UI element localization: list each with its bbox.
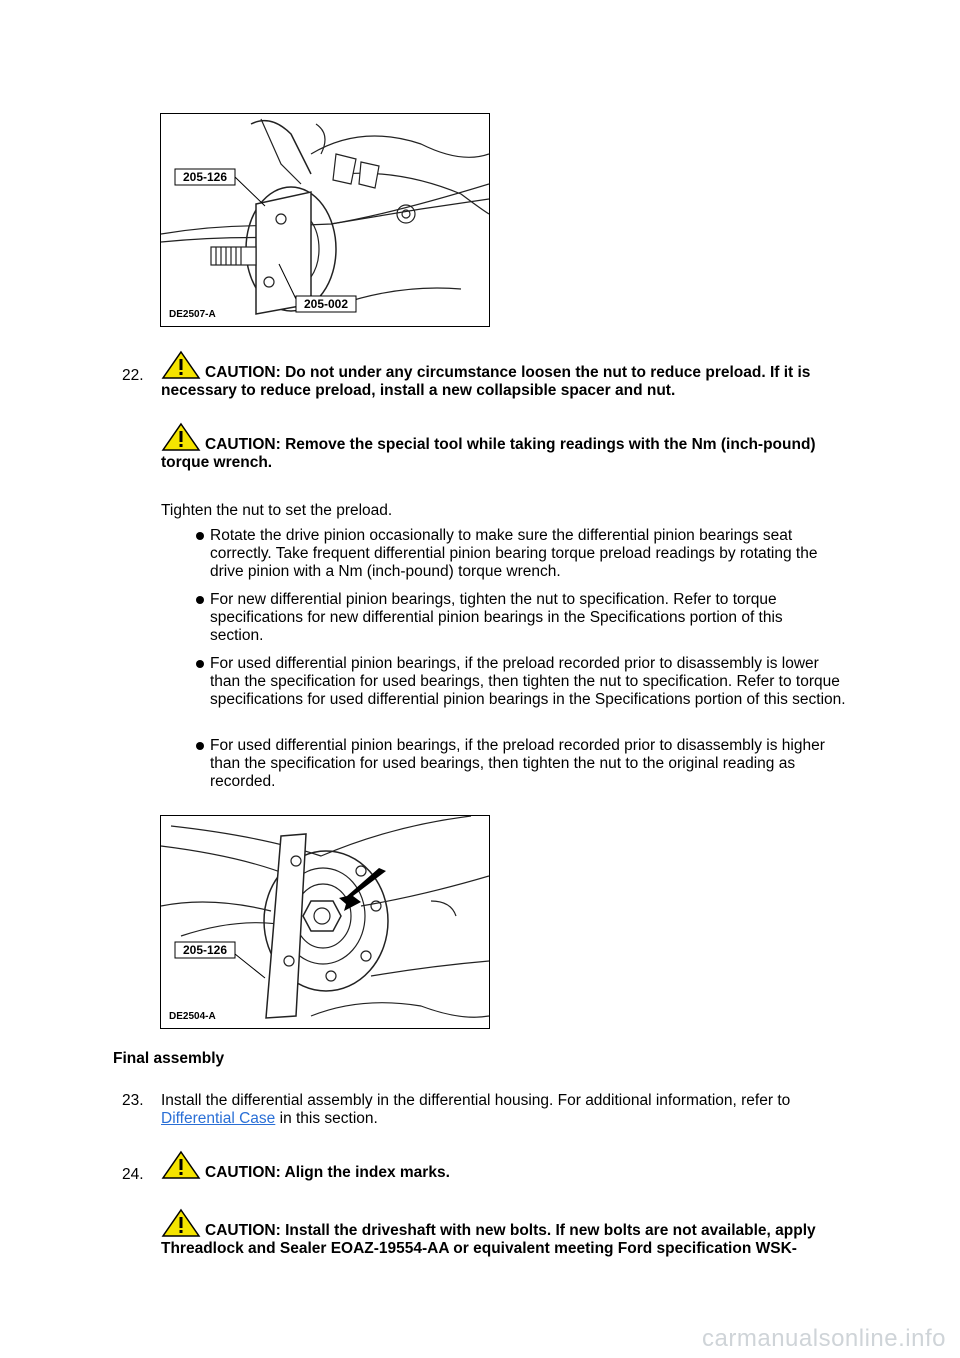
caution-text: CAUTION: Install the driveshaft with new bolts. If new bolts are not available, apply Threadlock and Sealer EOAZ-19554-AA or equivalent meeting Ford specification WSK- (161, 1222, 816, 1257)
caution-text: CAUTION: Remove the special tool while taking readings with the Nm (inch-pound) torque wrench. (161, 436, 816, 471)
instruction-text: Tighten the nut to set the preload. (161, 502, 393, 519)
bullet-dot (196, 532, 204, 540)
figure-pinion-flange-holder (160, 113, 490, 327)
caution-note (161, 1208, 851, 1258)
bullet-dot (196, 660, 204, 668)
callout-label-a: 205-126 (182, 170, 228, 184)
illustration-205-126 (161, 816, 489, 1028)
step-text-after: in this section. (279, 1110, 378, 1127)
step-number: 22. (122, 367, 144, 384)
bullet-dot (196, 742, 204, 750)
bullet-text: Rotate the drive pinion occasionally to make sure the differential pinion bearings seat correctly. Take frequent differential pinion bearing torque preload readings by rotating the drive pinion with a Nm (inch-pound) torque wrench. (210, 527, 818, 580)
figure-code: DE2507-A (169, 309, 216, 320)
callout-label-a: 205-126 (182, 943, 228, 957)
illustration-205-126-205-002 (161, 114, 489, 326)
bullet-text: For new differential pinion bearings, tighten the nut to specification. Refer to torque specifications for new differential pinion bearings in the Specifications portion of this section. (210, 591, 783, 644)
bullet-dot (196, 596, 204, 604)
warning-triangle-icon (161, 1208, 201, 1238)
section-heading: Final assembly (113, 1050, 225, 1067)
callout-label-b: 205-002 (303, 297, 349, 311)
figure-code: DE2504-A (169, 1011, 216, 1022)
caution-note (161, 350, 851, 400)
step-text-before: Install the differential assembly in the differential housing. For additional information, refer to (161, 1092, 791, 1109)
figure-pinion-nut-tightening (160, 815, 490, 1029)
step-text (161, 1092, 841, 1128)
warning-triangle-icon (161, 1150, 201, 1180)
watermark: carmanualsonline.info (702, 1325, 946, 1352)
bullet-text: For used differential pinion bearings, if the preload recorded prior to disassembly is higher than the specification for used bearings, then tighten the nut to the original reading as recorded. (210, 737, 825, 790)
bullet-text: For used differential pinion bearings, if the preload recorded prior to disassembly is lower than the specification for used bearings, then tighten the nut to specification. Refer to torque specifications for used differential pinion bearings in the Specifications portion of this section. (210, 655, 846, 708)
warning-triangle-icon (161, 422, 201, 452)
caution-note (161, 1150, 851, 1182)
differential-case-link[interactable]: Differential Case (161, 1110, 276, 1127)
warning-triangle-icon (161, 350, 201, 380)
step-number: 24. (122, 1166, 144, 1183)
step-number: 23. (122, 1092, 144, 1109)
caution-note (161, 422, 851, 472)
caution-text: CAUTION: Align the index marks. (205, 1164, 450, 1181)
caution-text: CAUTION: Do not under any circumstance loosen the nut to reduce preload. If it is necessary to reduce preload, install a new collapsible spacer and nut. (161, 364, 811, 399)
